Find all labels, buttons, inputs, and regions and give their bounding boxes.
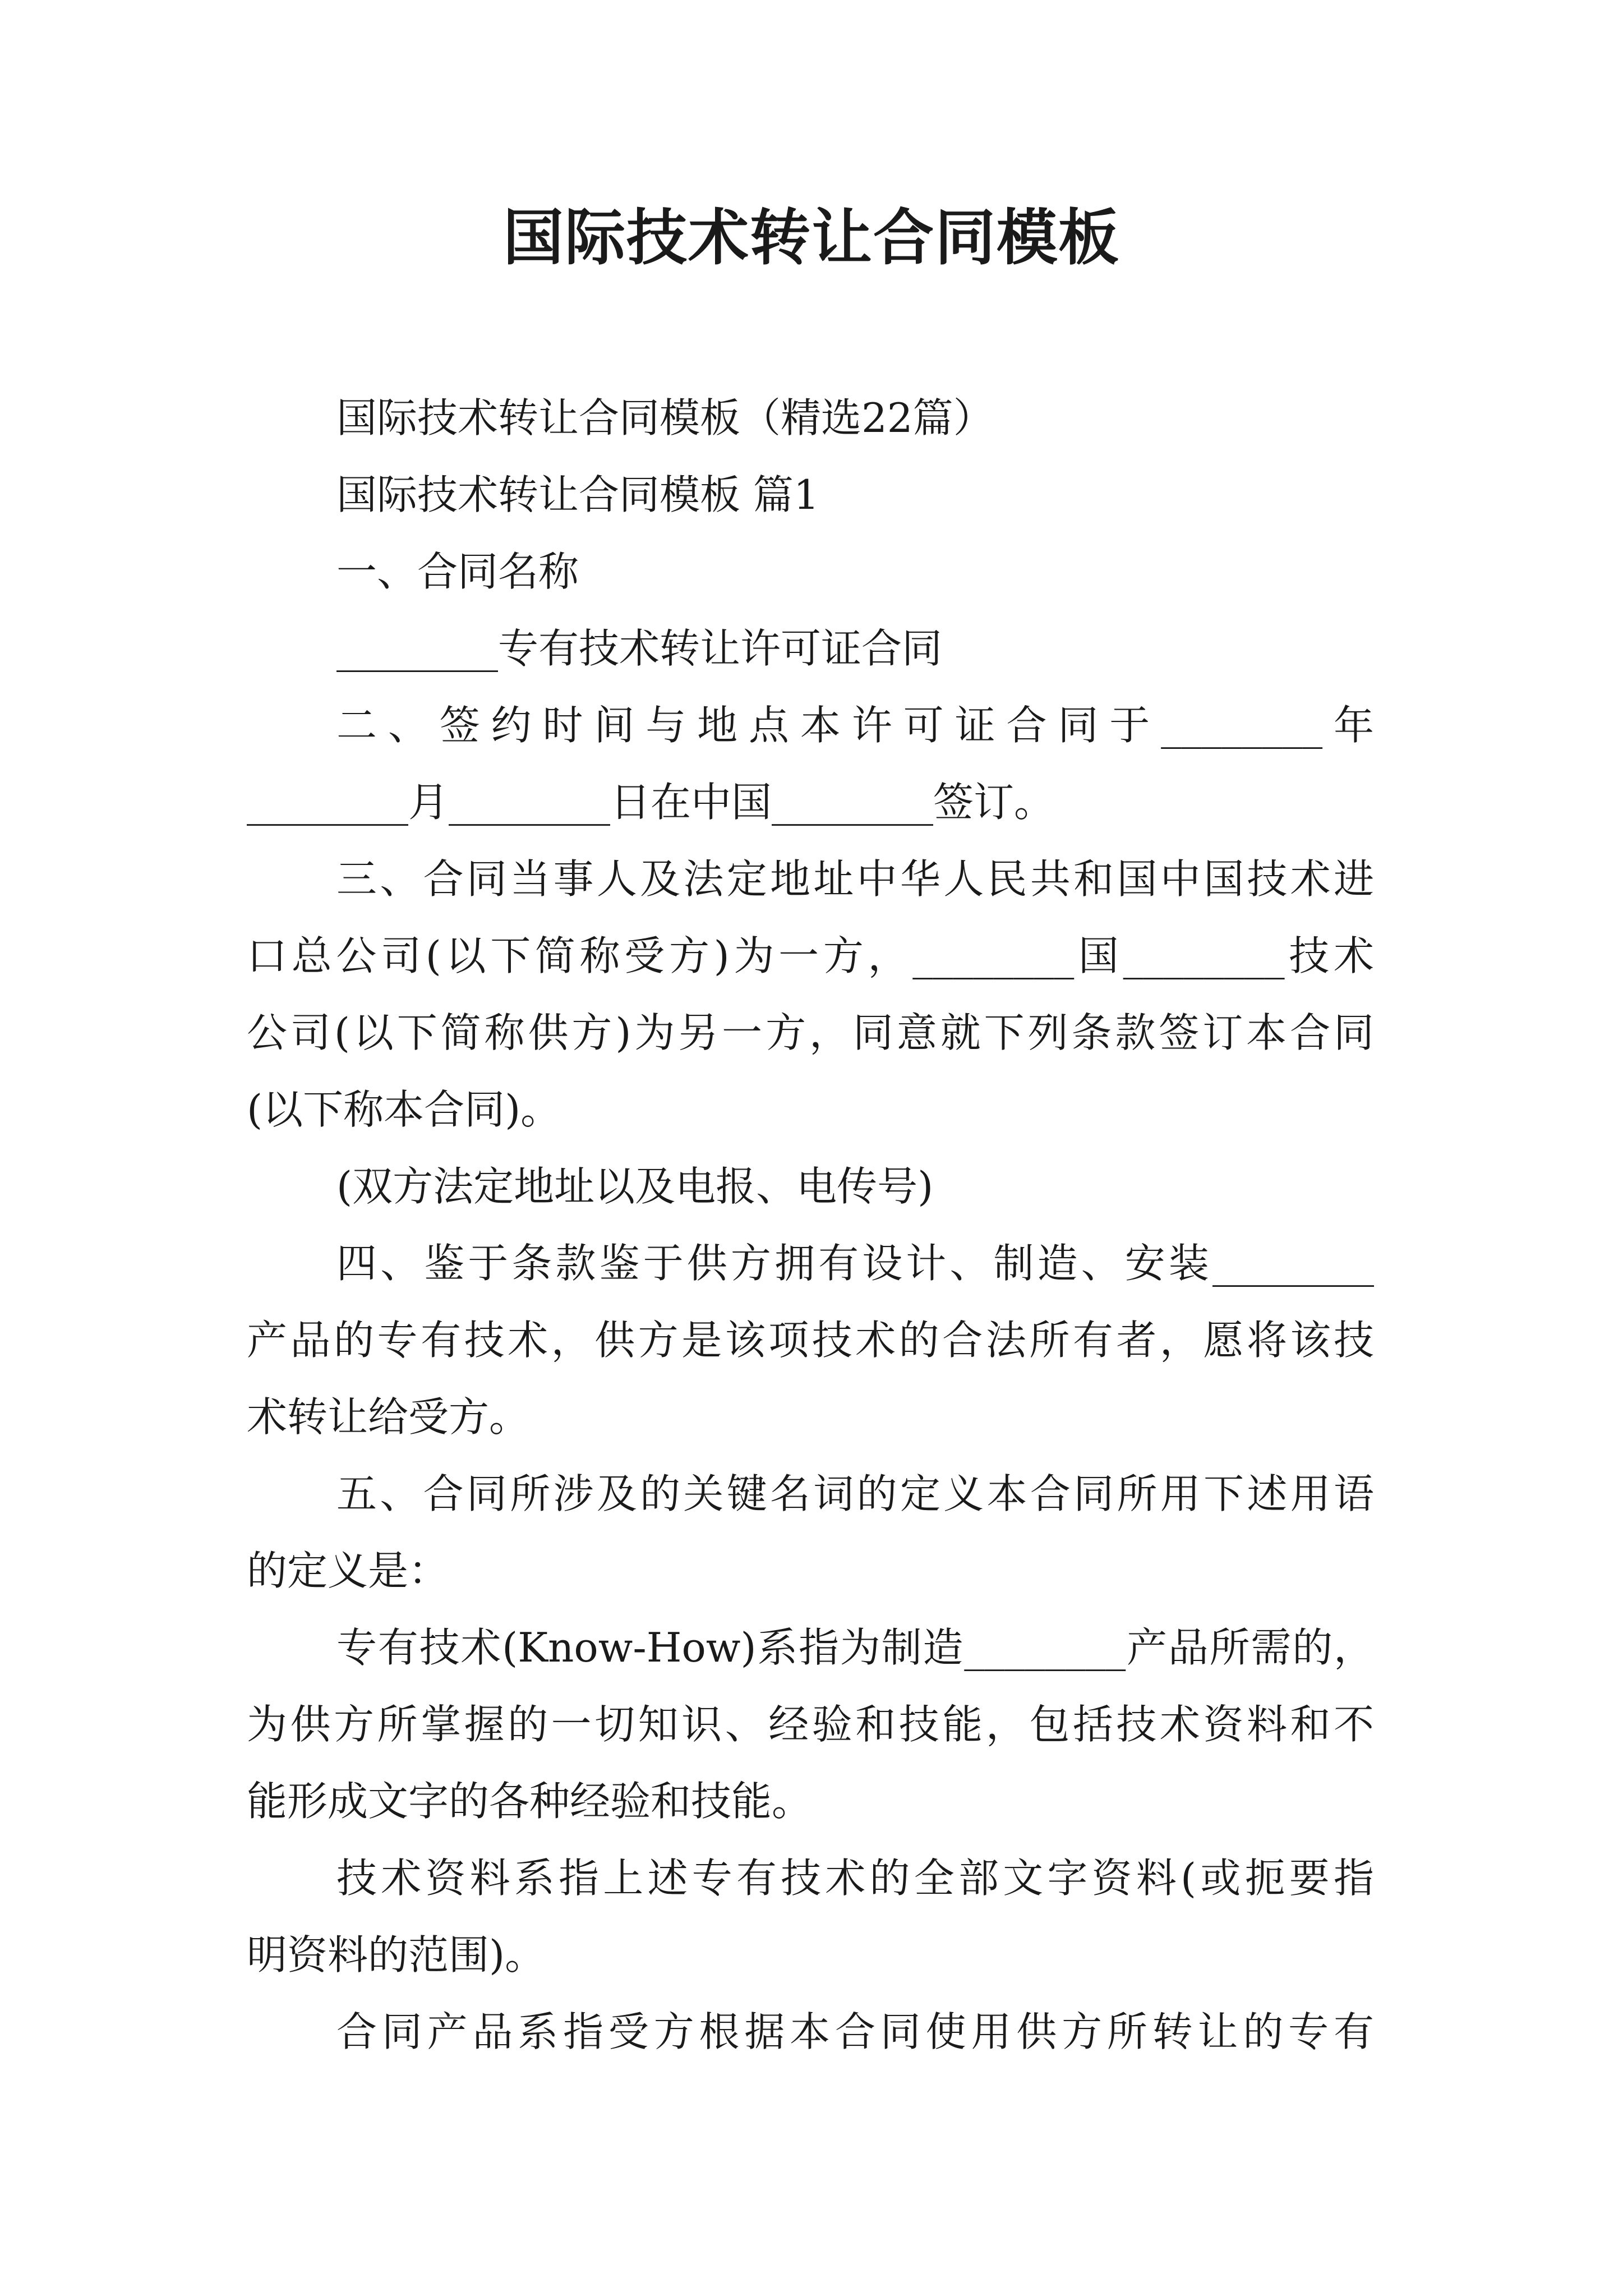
paragraph-line: 能形成文字的各种经验和技能。	[247, 1778, 813, 1825]
paragraph-line: 四、鉴于条款鉴于供方拥有设计、制造、安装________	[336, 1240, 1374, 1287]
paragraph-line: 二、签约时间与地点本许可证合同于________年	[336, 702, 1374, 749]
paragraph-line: 口总公司(以下简称受方)为一方，________国________技术	[247, 932, 1374, 979]
paragraph-line: 专有技术(Know-How)系指为制造________产品所需的，	[336, 1624, 1374, 1671]
paragraph-line: 产品的专有技术，供方是该项技术的合法所有者，愿将该技	[247, 1317, 1374, 1364]
paragraph-line: (双方法定地址以及电报、电传号)	[336, 1163, 934, 1210]
paragraph-line: 一、合同名称	[336, 548, 579, 595]
document-title: 国际技术转让合同模板	[502, 203, 1120, 273]
paragraph-line: 合同产品系指受方根据本合同使用供方所转让的专有	[336, 2008, 1374, 2055]
paragraph-line: 的定义是：	[247, 1547, 449, 1594]
paragraph-line: 明资料的范围)。	[247, 1931, 546, 1978]
paragraph-line: 国际技术转让合同模板（精选22篇）	[336, 394, 994, 441]
paragraph-line: 国际技术转让合同模板 篇1	[336, 471, 819, 518]
paragraph-line: ________月________日在中国________签订。	[247, 779, 1055, 826]
paragraph-line: 三、合同当事人及法定地址中华人民共和国中国技术进	[336, 855, 1374, 903]
paragraph-line: 技术资料系指上述专有技术的全部文字资料(或扼要指	[336, 1855, 1374, 1902]
paragraph-line: (以下称本合同)。	[247, 1086, 561, 1133]
paragraph-line: 公司(以下简称供方)为另一方，同意就下列条款签订本合同	[247, 1009, 1374, 1056]
paragraph-line: 术转让给受方。	[247, 1393, 530, 1441]
paragraph-line: 五、合同所涉及的关键名词的定义本合同所用下述用语	[336, 1470, 1374, 1517]
paragraph-line: 为供方所掌握的一切知识、经验和技能，包括技术资料和不	[247, 1701, 1374, 1748]
paragraph-line: ________专有技术转让许可证合同	[336, 625, 943, 672]
